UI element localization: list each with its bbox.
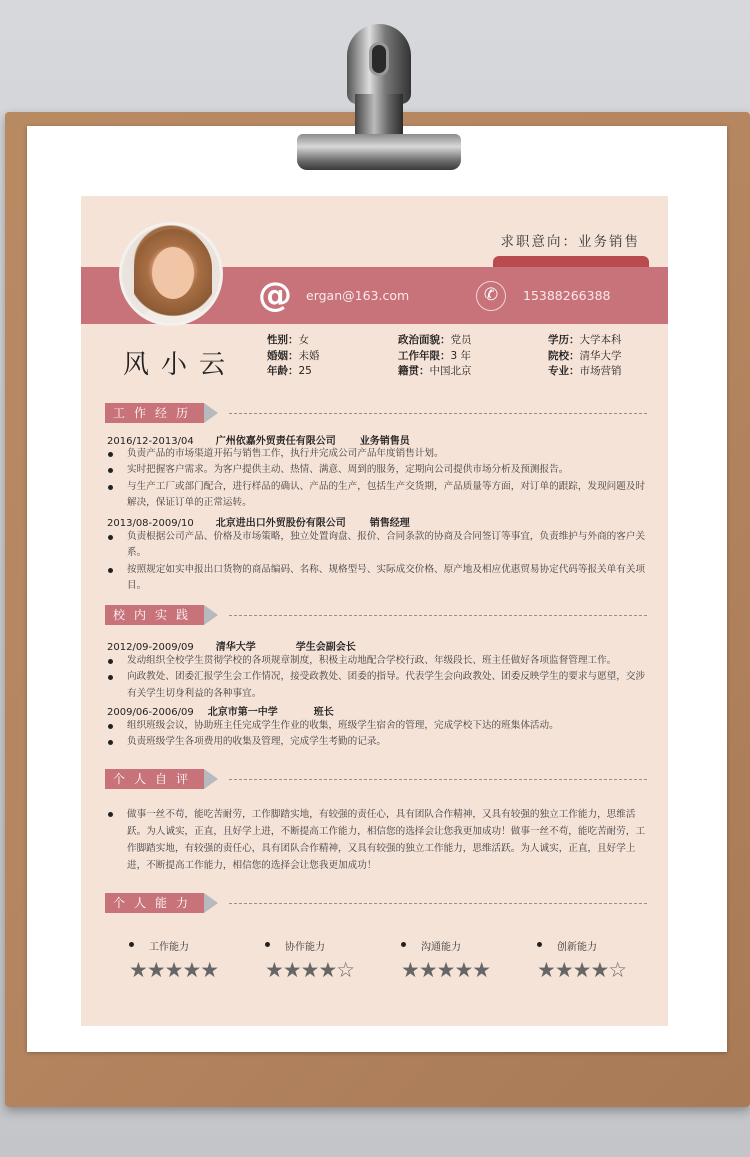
section-arrow-icon xyxy=(204,605,218,625)
info-column-3 xyxy=(548,333,622,380)
star-rating-icon: ★★★★★ xyxy=(401,958,491,982)
list-item: 与生产工厂或部门配合，进行样品的确认、产品的生产，包括生产交货期，产品质量等方面，对订单的跟踪，发现问题及时解决，保证订单的正常运转。 xyxy=(107,479,647,512)
section-title: 个人能力 xyxy=(105,893,204,913)
skill-label: 创新能力 xyxy=(537,938,597,953)
info-row: 学历：大学本科 xyxy=(548,334,622,346)
resume xyxy=(81,196,668,1026)
campus-entry-1-bullets xyxy=(107,653,647,702)
section-arrow-icon xyxy=(204,769,218,789)
info-row: 专业：市场营销 xyxy=(548,365,622,377)
section-header-ability xyxy=(105,893,647,913)
skill-label: 工作能力 xyxy=(129,938,189,953)
campus-entry-1-header: 2012/09-2009/09 清华大学 学生会副会长 xyxy=(107,642,356,653)
binder-clip-icon xyxy=(297,24,461,170)
person-name: 风小云 xyxy=(123,350,238,380)
info-column-1 xyxy=(267,333,320,380)
section-title: 校内实践 xyxy=(105,605,204,625)
work-entry-1-header: 2016/12-2013/04 广州依嘉外贸责任有限公司 业务销售员 xyxy=(107,436,410,447)
job-intent: 求职意向：业务销售 xyxy=(500,234,640,250)
section-arrow-icon xyxy=(204,893,218,913)
email-text: ergan@163.com xyxy=(306,288,410,303)
info-row: 院校：清华大学 xyxy=(548,349,622,362)
section-header-work xyxy=(105,403,647,423)
section-arrow-icon xyxy=(204,403,218,423)
star-rating-icon: ★★★★☆ xyxy=(537,958,627,982)
list-item: 向政教处、团委汇报学生会工作情况，接受政教处、团委的指导。代表学生会向政教处、团委反映学生的要求与愿望，交涉有关学生切身利益的各种事宜。 xyxy=(107,669,647,702)
info-row: 工作年限：3 年 xyxy=(398,349,472,362)
list-item: 实时把握客户需求。为客户提供主动、热情、满意、周到的服务，定期向公司提供市场分析及预测报告。 xyxy=(107,462,647,478)
list-item: 负责班级学生各项费用的收集及管理，完成学生考勤的记录。 xyxy=(107,734,647,750)
star-rating-icon: ★★★★☆ xyxy=(265,958,355,982)
phone-icon: ✆ xyxy=(476,281,506,311)
list-item: 负责产品的市场渠道开拓与销售工作，执行并完成公司产品年度销售计划。 xyxy=(107,446,647,462)
star-rating-icon: ★★★★★ xyxy=(129,958,219,982)
work-entry-2-header: 2013/08-2009/10 北京进出口外贸股份有限公司 销售经理 xyxy=(107,518,410,529)
list-item: 组织班级会议，协助班主任完成学生作业的收集，班级学生宿舍的管理，完成学校下达的班集体活动。 xyxy=(107,718,647,734)
skill-label: 协作能力 xyxy=(265,938,325,953)
info-column-2 xyxy=(398,333,472,380)
info-row: 籍贯：中国北京 xyxy=(398,365,472,377)
list-item: 做事一丝不苟，能吃苦耐劳，工作脚踏实地，有较强的责任心，具有团队合作精神，又具有较强的独立工作能力，思维活跃。为人诚实，正直，且好学上进，不断提高工作能力，相信您的选择会让您我更加成功！做事一丝不苟，能吃苦耐劳，工作脚踏实地，有较强的责任心，具有团队合作精神，又具有较强的独立工作能力，思维活跃。为人诚实，正直，且好学上进，不断提高工作能力，相信您的选择会让您我更加成功！ xyxy=(107,806,647,874)
info-row: 性别：女 xyxy=(267,334,309,346)
avatar xyxy=(119,222,223,326)
phone-text: 15388266388 xyxy=(523,288,611,303)
section-header-campus xyxy=(105,605,647,625)
campus-entry-2-bullets xyxy=(107,718,647,751)
info-row: 政治面貌：党员 xyxy=(398,334,472,346)
skill-label: 沟通能力 xyxy=(401,938,461,953)
section-title: 个人自评 xyxy=(105,769,204,789)
campus-entry-2-header: 2009/06-2006/09 北京市第一中学 班长 xyxy=(107,707,334,718)
list-item: 按照规定如实申报出口货物的商品编码、名称、规格型号、实际成交价格、原产地及相应优惠贸易协定代码等报关单有关项目。 xyxy=(107,562,647,595)
work-entry-2-bullets xyxy=(107,529,647,595)
email-icon: @ xyxy=(258,275,292,315)
list-item: 发动组织全校学生贯彻学校的各项规章制度，积极主动地配合学校行政、年级段长、班主任做好各项监督管理工作。 xyxy=(107,653,647,669)
info-row: 年龄：25 xyxy=(267,365,312,377)
work-entry-1-bullets xyxy=(107,446,647,512)
list-item: 负责根据公司产品、价格及市场策略，独立处置询盘、报价、合同条款的协商及合同签订等事宜，负责维护与外商的客户关系。 xyxy=(107,529,647,562)
section-header-self xyxy=(105,769,647,789)
section-title: 工作经历 xyxy=(105,403,204,423)
info-row: 婚姻：未婚 xyxy=(267,349,320,362)
self-evaluation xyxy=(107,806,647,874)
